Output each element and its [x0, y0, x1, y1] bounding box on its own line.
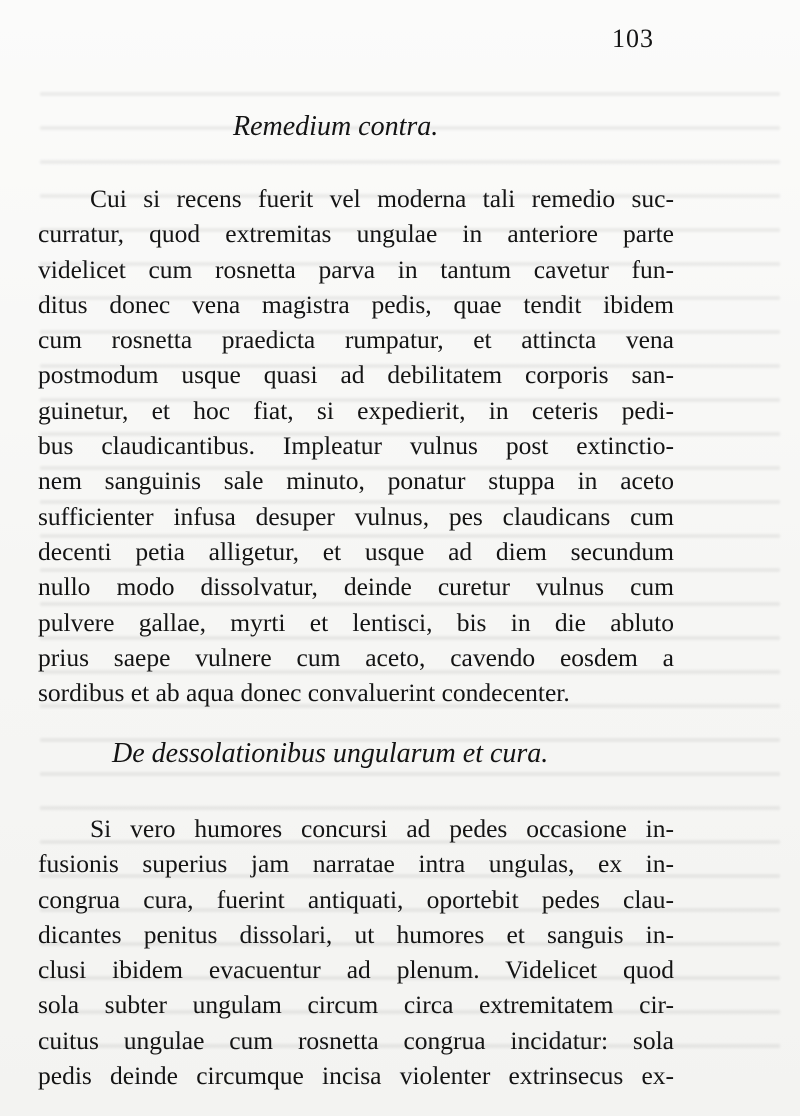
section-heading-remedium: Remedium contra. — [233, 111, 439, 142]
text-line: fusionis superius jam narratae intra ungulas, ex in- — [38, 849, 674, 879]
text-line: guinetur, et hoc fiat, si expedierit, in ceteris pedi- — [38, 395, 674, 425]
text-line: clusi ibidem evacuentur ad plenum. Videlicet quod — [38, 955, 674, 985]
text-line: sola subter ungulam circum circa extremitatem cir- — [38, 990, 674, 1020]
paragraph-remedium — [38, 181, 674, 710]
text-line: curratur, quod extremitas ungulae in anteriore parte — [38, 219, 674, 249]
text-line: postmodum usque quasi ad debilitatem corporis san- — [38, 360, 674, 390]
text-line: dicantes penitus dissolari, ut humores et sanguis in- — [38, 919, 674, 949]
text-line: cuitus ungulae cum rosnetta congrua incidatur: sola — [38, 1025, 674, 1055]
section-heading-dessolationibus: De dessolationibus ungularum et cura. — [112, 738, 549, 769]
text-line: sordibus et ab aqua donec convaluerint condecenter. — [38, 678, 570, 708]
text-line: videlicet cum rosnetta parva in tantum cavetur fun- — [38, 254, 674, 284]
text-line: pedis deinde circumque incisa violenter extrinsecus ex- — [38, 1061, 674, 1091]
text-line: nullo modo dissolvatur, deinde curetur vulnus cum — [38, 572, 674, 602]
paragraph-dessolationibus — [38, 811, 674, 1093]
text-line: nem sanguinis sale minuto, ponatur stuppa in aceto — [38, 466, 674, 496]
text-line: Si vero humores concursi ad pedes occasione in- — [90, 814, 674, 843]
text-line: bus claudicantibus. Impleatur vulnus post extinctio- — [38, 431, 674, 461]
text-line: sufficienter infusa desuper vulnus, pes claudicans cum — [38, 501, 674, 531]
text-line: cum rosnetta praedicta rumpatur, et attincta vena — [38, 325, 674, 355]
text-line: congrua cura, fuerint antiquati, oportebit pedes clau- — [38, 884, 674, 914]
page-number: 103 — [612, 24, 654, 53]
text-line: prius saepe vulnere cum aceto, cavendo eosdem a — [38, 642, 674, 672]
text-line: decenti petia alligetur, et usque ad diem secundum — [38, 536, 674, 566]
text-line: pulvere gallae, myrti et lentisci, bis in die abluto — [38, 607, 674, 637]
text-line: Cui si recens fuerit vel moderna tali remedio suc- — [90, 184, 674, 213]
text-line: ditus donec vena magistra pedis, quae tendit ibidem — [38, 289, 674, 319]
